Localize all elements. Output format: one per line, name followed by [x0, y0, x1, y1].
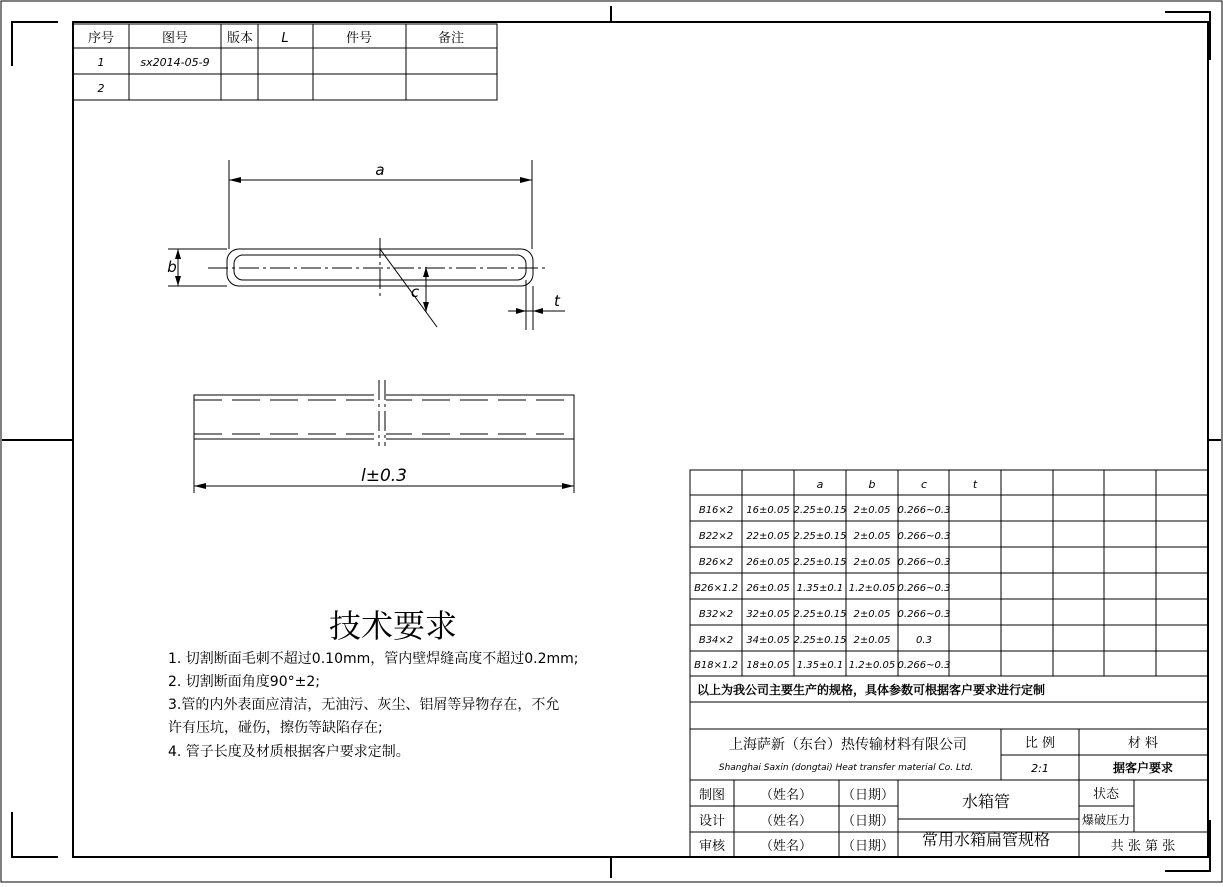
tech-req-line-4: 许有压坑，碰伤，擦伤等缺陷存在; — [168, 720, 383, 736]
sheet-count-label: 共 张 第 张 — [1110, 839, 1176, 854]
spec-a: 16±0.05 — [746, 505, 790, 516]
material-value: 据客户要求 — [1112, 761, 1174, 775]
spec-t: 0.266~0.3 — [897, 583, 951, 594]
spec-c: 2±0.05 — [853, 609, 891, 620]
spec-b: 2.25±0.15 — [793, 635, 847, 646]
table-row — [699, 531, 951, 542]
burst-pressure-label: 爆破压力 — [1081, 813, 1131, 827]
spec-model: B32×2 — [698, 609, 734, 620]
spec-model: B16×2 — [698, 505, 734, 516]
spec-model: B22×2 — [698, 531, 734, 542]
rev-row1-no: 1 — [97, 56, 105, 69]
role-designer: 设计 — [698, 814, 726, 829]
spec-t: 0.266~0.3 — [897, 557, 951, 568]
spec-model: B26×1.2 — [694, 583, 738, 594]
tech-requirements-title: 技术要求 — [328, 607, 458, 645]
rev-header-drawing-no: 图号 — [161, 31, 189, 46]
rev-header-remark: 备注 — [437, 31, 465, 46]
scale-value: 2:1 — [1031, 762, 1049, 775]
table-row — [699, 505, 951, 516]
status-label: 状态 — [1092, 787, 1120, 802]
spec-t: 0.266~0.3 — [897, 660, 951, 671]
tech-req-line-5: 4. 管子长度及材质根据客户要求定制。 — [168, 744, 410, 760]
spec-header-t: t — [972, 478, 978, 491]
scale-label: 比 例 — [1024, 736, 1056, 751]
spec-b: 2.25±0.15 — [793, 609, 847, 620]
drawing-title: 常用水箱扁管规格 — [921, 830, 1051, 849]
spec-t: 0.266~0.3 — [897, 531, 951, 542]
company-name-cn: 上海萨新（东台）热传输材料有限公司 — [729, 737, 967, 753]
spec-a: 34±0.05 — [746, 635, 790, 646]
spec-a: 26±0.05 — [746, 583, 790, 594]
spec-a: 32±0.05 — [746, 609, 790, 620]
role-reviewer: 审核 — [698, 839, 726, 854]
date-field: （日期） — [841, 839, 895, 854]
spec-rows — [694, 505, 950, 671]
spec-c: 1.2±0.05 — [848, 583, 896, 594]
spec-a: 26±0.05 — [746, 557, 790, 568]
dim-label-b: b — [167, 258, 177, 276]
table-row — [699, 557, 951, 568]
spec-b: 1.35±0.1 — [796, 660, 844, 671]
spec-c: 1.2±0.05 — [848, 660, 896, 671]
rev-header-version: 版本 — [226, 31, 254, 46]
spec-model: B34×2 — [698, 635, 734, 646]
spec-header-b: b — [868, 478, 876, 491]
spec-c: 2±0.05 — [853, 635, 891, 646]
spec-header-c: c — [920, 478, 928, 491]
spec-note: 以上为我公司主要生产的规格，具体参数可根据客户要求进行定制 — [697, 683, 1046, 697]
spec-c: 2±0.05 — [853, 531, 891, 542]
spec-b: 1.35±0.1 — [796, 583, 844, 594]
dim-label-a: a — [375, 161, 385, 179]
rev-row2-no: 2 — [97, 82, 105, 95]
rev-header-no: 序号 — [87, 31, 115, 46]
table-row — [699, 635, 932, 646]
spec-t: 0.266~0.3 — [897, 505, 951, 516]
rev-row1-drawing-no: sx2014-05-9 — [140, 56, 210, 69]
table-row — [694, 583, 950, 594]
tube-cross-section — [168, 160, 565, 330]
spec-a: 18±0.05 — [746, 660, 790, 671]
spec-t: 0.266~0.3 — [897, 609, 951, 620]
spec-b: 2.25±0.15 — [793, 505, 847, 516]
tech-req-line-1: 1. 切割断面毛刺不超过0.10mm，管内壁焊缝高度不超过0.2mm; — [168, 651, 579, 667]
table-row — [694, 660, 950, 671]
part-name: 水箱管 — [961, 792, 1011, 811]
company-name-en: Shanghai Saxin (dongtai) Heat transfer material Co. Ltd. — [718, 763, 974, 773]
spec-b: 2.25±0.15 — [793, 531, 847, 542]
date-field: （日期） — [841, 788, 895, 803]
name-field: （姓名） — [759, 839, 813, 854]
date-field: （日期） — [841, 814, 895, 829]
role-drafter: 制图 — [698, 788, 726, 803]
spec-b: 2.25±0.15 — [793, 557, 847, 568]
spec-c: 2±0.05 — [853, 505, 891, 516]
name-field: （姓名） — [759, 788, 813, 803]
spec-model: B18×1.2 — [694, 660, 738, 671]
name-field: （姓名） — [759, 814, 813, 829]
table-row — [699, 609, 951, 620]
material-label: 材 料 — [1127, 736, 1159, 751]
tech-req-line-3: 3.管的内外表面应清洁，无油污、灰尘、铝屑等异物存在，不允 — [168, 697, 560, 713]
tech-req-line-2: 2. 切割断面角度90°±2; — [168, 674, 320, 690]
spec-c: 2±0.05 — [853, 557, 891, 568]
dim-label-length: l±0.3 — [360, 466, 408, 486]
rev-header-l: L — [281, 31, 289, 46]
dim-label-t: t — [554, 292, 560, 310]
dim-label-c: c — [410, 283, 420, 301]
spec-a: 22±0.05 — [746, 531, 790, 542]
spec-model: B26×2 — [698, 557, 734, 568]
rev-header-part-no: 件号 — [345, 31, 373, 46]
spec-t: 0.3 — [916, 635, 932, 646]
dim-leader-c — [380, 249, 437, 327]
spec-header-a: a — [816, 478, 824, 491]
